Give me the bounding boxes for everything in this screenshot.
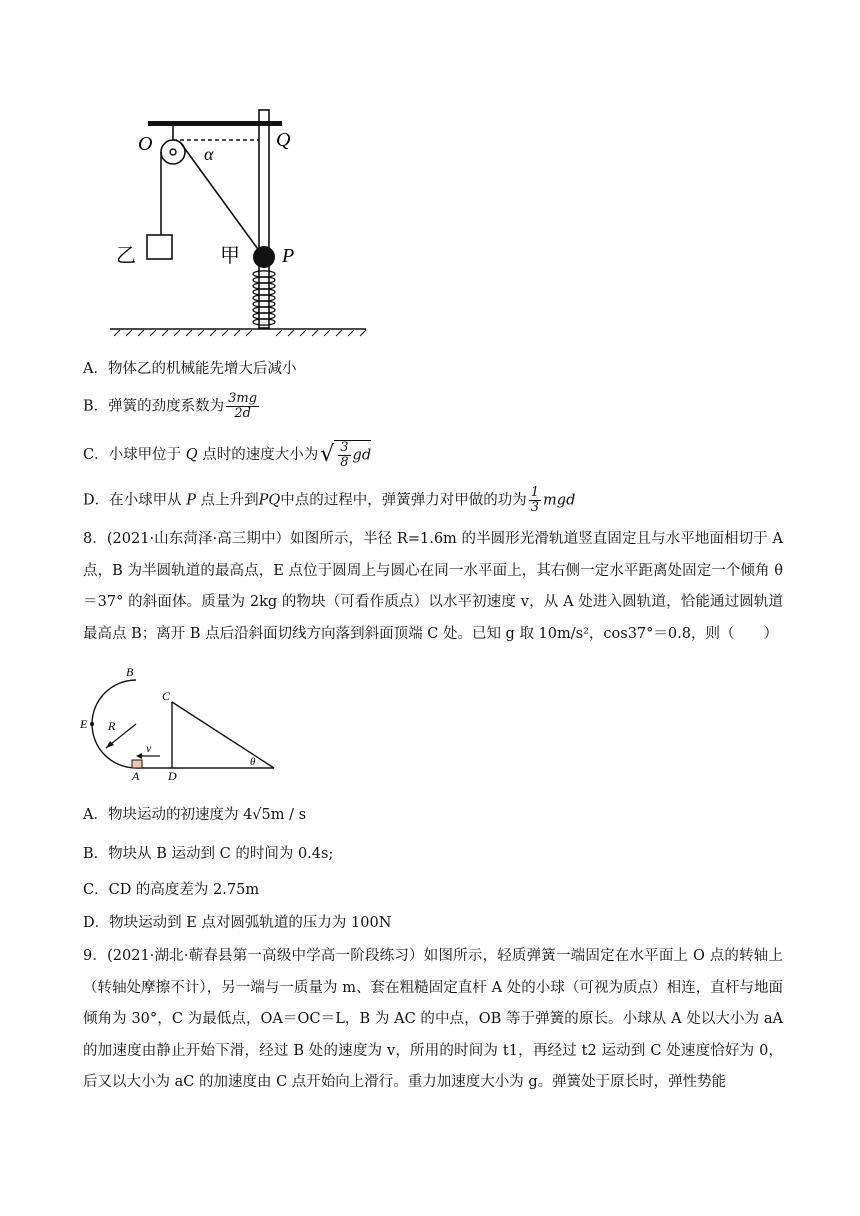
- q7-option-d-tail: mgd: [543, 492, 576, 509]
- pulley-spring-figure: [100, 100, 390, 340]
- incline: [172, 702, 274, 768]
- label-A: A: [132, 769, 140, 783]
- label-theta: θ: [250, 756, 256, 768]
- ceiling-bar: [148, 121, 282, 126]
- q7-option-d-p2: PQ: [258, 492, 281, 509]
- label-alpha: α: [204, 144, 214, 164]
- q7-option-c-prefix: C．小球甲位于: [83, 447, 182, 463]
- label-P: P: [282, 245, 295, 267]
- q7-option-c-num: 3: [340, 440, 349, 455]
- q7-option-d-den: 3: [530, 500, 540, 515]
- q9-stem: 9．(2021·湖北·蕲春县第一高级中学高一阶段练习）如图所示，轻质弹簧一端固定在水平面上 O 点的转轴上（转轴处摩擦不计），另一端与一质量为 m、套在粗糙固定直杆 A 处的小球（可视为质点）相连，直杆与地面倾角为 30°，C 为最低点，OA＝OC＝L，B 为 AC 的中点，OB 等于弹簧的原长。小球从 A 处以大小为 aA 的加速度由静止开始下滑，经过 B 处的速度为 v，所用的时间为 t1，再经过 t2 运动到 C 处速度恰好为 0，后又以大小为 aC 的加速度由 C 点开始向上滑行。重力加速度大小为 g。弹簧处于原长时，弹性势能: [83, 948, 784, 1090]
- q7-option-c: C．小球甲位于 Q 点时的速度大小为√ $\frac{3}{8}$ gd: [83, 440, 372, 470]
- spring: [253, 271, 275, 325]
- rope-to-ball: [180, 142, 260, 252]
- q8-option-d: D．物块运动到 E 点对圆弧轨道的压力为 100N: [83, 915, 392, 931]
- q7-option-a: A．物体乙的机械能先增大后减小: [83, 361, 297, 377]
- label-E: E: [80, 717, 88, 731]
- label-R: R: [108, 719, 116, 733]
- label-Q: Q: [276, 129, 291, 151]
- q8-option-a: A．物块运动的初速度为 4√5m / s: [83, 807, 307, 823]
- q7-option-d-mid2: 中点的过程中，弹簧弹力对甲做的功为: [280, 492, 527, 509]
- label-D: D: [168, 769, 177, 783]
- q7-option-d-p1: P: [186, 492, 196, 509]
- q8-option-c: C．CD 的高度差为 2.75m: [83, 882, 260, 898]
- q7-option-b-den: 2d: [234, 406, 251, 421]
- semicircle-incline-figure: [78, 662, 288, 784]
- q7-option-b-num: 3mg: [228, 391, 258, 406]
- label-yi: 乙: [116, 243, 136, 267]
- block-at-a: [132, 760, 142, 768]
- label-v: v: [146, 741, 152, 755]
- block-yi: [147, 235, 172, 259]
- q7-option-d-num: 1: [530, 485, 540, 500]
- q7-option-c-mid: 点时的速度大小为: [202, 447, 319, 463]
- label-B: B: [126, 665, 134, 679]
- q7-option-c-den: 8: [340, 455, 349, 470]
- label-O: O: [138, 133, 153, 155]
- q7-option-b-prefix: B．弹簧的劲度系数为: [83, 398, 225, 415]
- label-C: C: [162, 689, 171, 703]
- q7-option-c-point: Q: [185, 447, 198, 463]
- q7-option-b: [83, 392, 261, 421]
- q7-option-d-prefix: D．在小球甲从: [83, 492, 182, 509]
- q8-stem: 8．(2021·山东菏泽·高三期中）如图所示，半径 R=1.6m 的半圆形光滑轨道竖直固定且与水平地面相切于 A 点，B 为半圆轨道的最高点，E 点位于圆周上与圆心在同一水平面上，其右侧一定水平距离处固定一个倾角 θ＝37° 的斜面体。质量为 2kg 的物块（可看作质点）以水平初速度 v，从 A 处进入圆轨道，恰能通过圆轨道最高点 B；离开 B 点后沿斜面切线方向落到斜面顶端 C 处。已知 g 取 10m/s²，cos37°＝0.8，则（ ）: [83, 531, 783, 642]
- label-jia: 甲: [220, 243, 240, 267]
- q7-option-d: [83, 486, 575, 515]
- q8-option-b: B．物块从 B 运动到 C 的时间为 0.4s;: [83, 846, 334, 862]
- q7-option-d-mid1: 点上升到: [200, 492, 259, 509]
- ball-jia: [253, 246, 275, 268]
- q7-option-c-tail: gd: [352, 447, 372, 464]
